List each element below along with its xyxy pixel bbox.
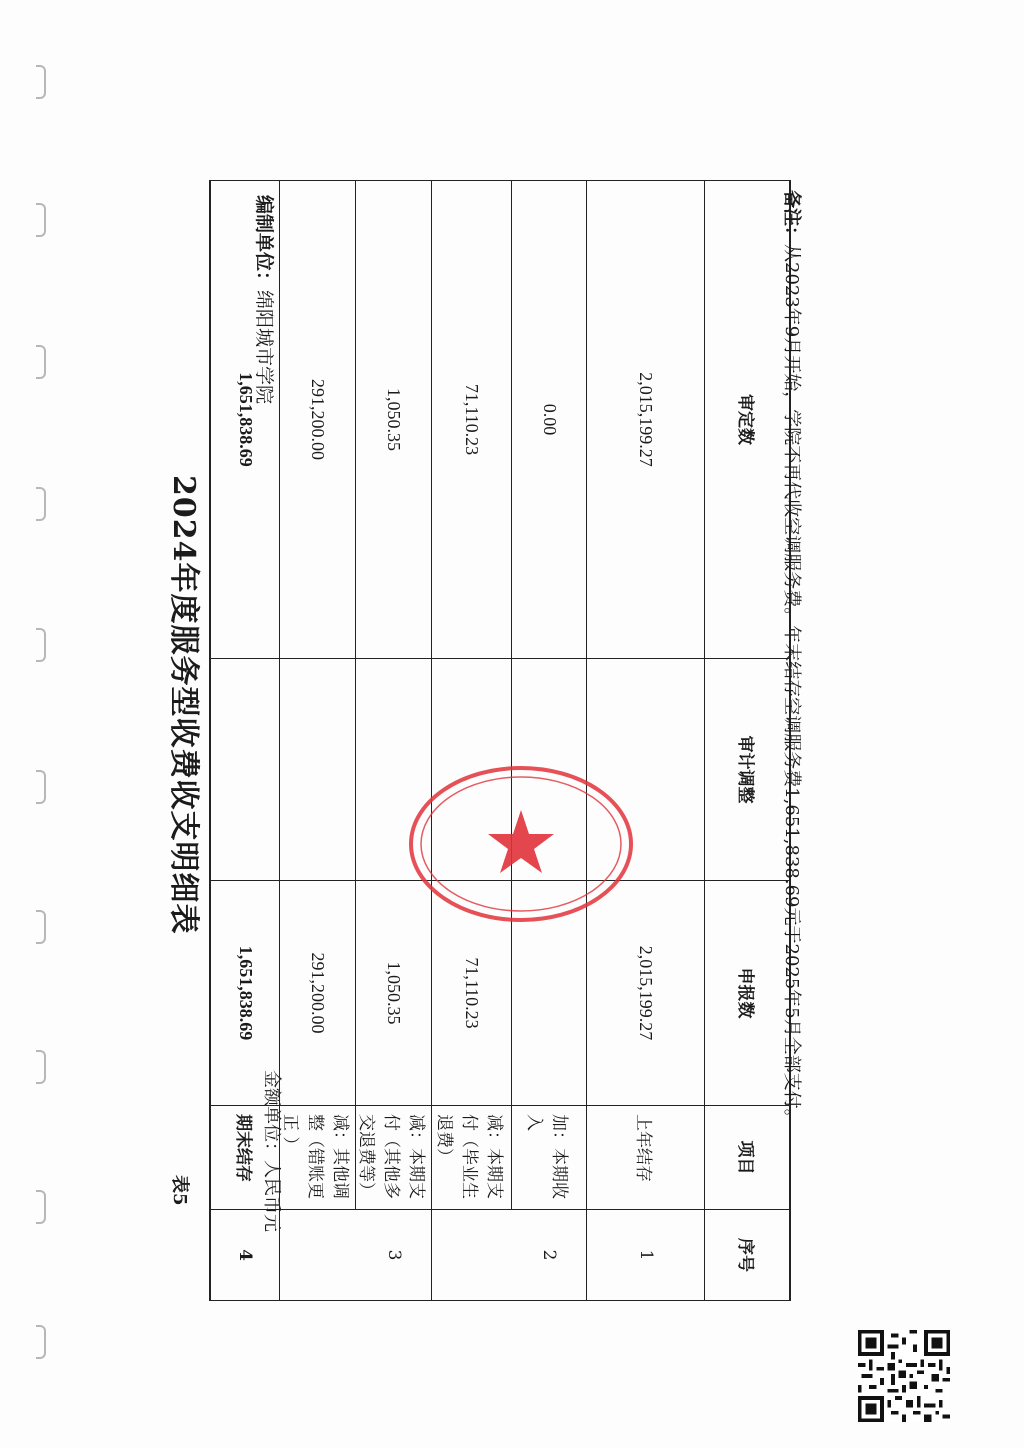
- footnote: [780, 190, 806, 1127]
- cell-approved: 1,651,838.69: [210, 181, 280, 659]
- note-text: 从2023年9月开始，学院不再代收空调服务费。年末结存空调服务费1,651,838.69元于2025年5月全部支付。: [781, 244, 802, 1127]
- cell-adjust: [210, 659, 280, 881]
- cell-seq: 1: [587, 1210, 705, 1301]
- cell-item: 加：本期收入: [512, 1106, 587, 1210]
- table-row: [280, 181, 356, 1301]
- cell-item: 减：其他调整（错账更正 ）: [280, 1106, 356, 1210]
- table-header-row: [705, 181, 790, 1301]
- header-seq: 序号: [705, 1210, 790, 1301]
- org-label: 编制单位：: [253, 195, 275, 291]
- cell-declared: 1,050.35: [356, 881, 432, 1106]
- cell-item: 期末结存: [210, 1106, 280, 1210]
- cell-declared: 71,110.23: [432, 881, 512, 1106]
- cell-item: 上年结存: [587, 1106, 705, 1210]
- revenue-table: [209, 180, 791, 1301]
- header-adjust: 审计调整: [705, 659, 790, 881]
- cell-seq: [280, 1210, 356, 1301]
- qr-code-icon: [858, 1330, 950, 1422]
- cell-seq: 4: [210, 1210, 280, 1301]
- cell-adjust: [280, 659, 356, 881]
- cell-approved: 71,110.23: [432, 181, 512, 659]
- cell-declared: 291,200.00: [280, 881, 356, 1106]
- cell-seq: [432, 1210, 512, 1301]
- table-row: [587, 181, 705, 1301]
- table-row: [512, 181, 587, 1301]
- unit-label: 金额单位：人民币元: [261, 1070, 282, 1232]
- cell-item: 减：本期支付（其他多交退费等）: [356, 1106, 432, 1210]
- cell-approved: 1,050.35: [356, 181, 432, 659]
- doc-label: 表5: [169, 1175, 190, 1206]
- header-item: 项目: [705, 1106, 790, 1210]
- table-row: [210, 181, 280, 1301]
- header-approved: 审定数: [705, 181, 790, 659]
- org-name: 绵阳城市学院: [253, 290, 275, 405]
- page-title: 2024年度服务型收费收支明细表: [166, 475, 201, 935]
- note-label: 备注：: [781, 190, 802, 244]
- cell-approved: 0.00: [512, 181, 587, 659]
- cell-seq: 3: [356, 1210, 432, 1301]
- cell-item: 减：本期支付（毕业生退费）: [432, 1106, 512, 1210]
- table-row: [356, 181, 432, 1301]
- cell-approved: 2,015,199.27: [587, 181, 705, 659]
- cell-declared: 2,015,199.27: [587, 881, 705, 1106]
- cell-declared: 1,651,838.69: [210, 881, 280, 1106]
- cell-seq: 2: [512, 1210, 587, 1301]
- company-seal-icon: [405, 762, 637, 927]
- header-declared: 申报数: [705, 881, 790, 1106]
- table-row: [432, 181, 512, 1301]
- cell-approved: 291,200.00: [280, 181, 356, 659]
